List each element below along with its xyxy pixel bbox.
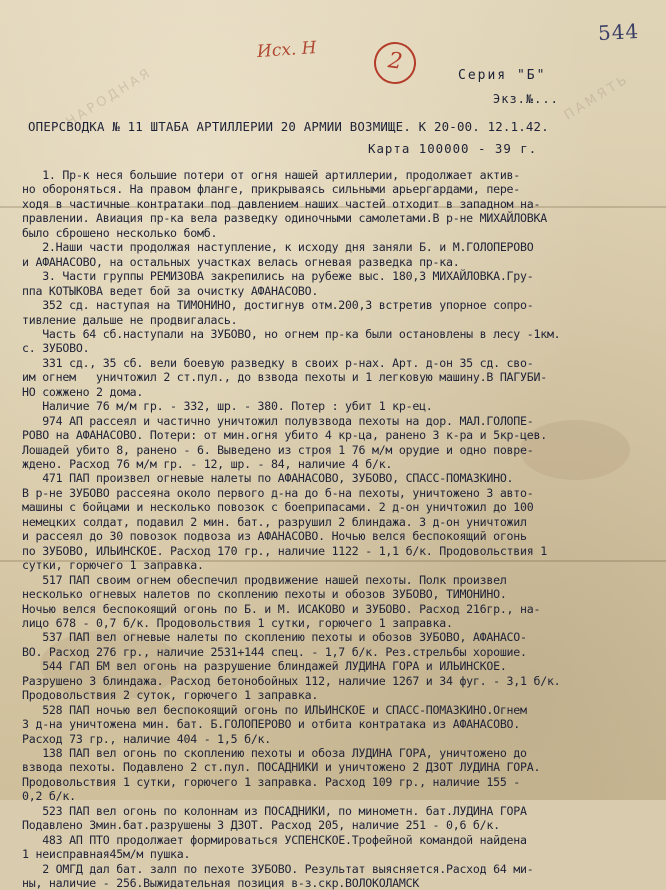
- report-line: Продовольствия 1 сутки, горючего 1 заправка. Расход 109 гр., наличие 155 -: [22, 774, 521, 789]
- report-line: РОВО на АФАНАСОВО. Потери: от мин.огня убито 4 кр-ца, ранено 3 к-ра и 5кр-цев.: [22, 428, 547, 443]
- report-line: по ЗУБОВО, ИЛЬИНСКОЕ. Расход 170 гр., наличие 1122 - 1,1 б/к. Продовольствия 1: [22, 543, 547, 558]
- report-line: В р-не ЗУБОВО рассеяна около первого д-на до б-на пехоты, уничтожено 3 авто-: [22, 485, 534, 500]
- report-line: несколько огневых налетов по скоплению пехоты и обозов ЗУБОВО, ТИМОНИНО.: [22, 587, 507, 602]
- report-line: ждено. Расход 76 м/м гр. - 12, шр. - 84, наличие 4 б/к.: [22, 457, 393, 471]
- report-line: Подавлено 3мин.бат.разрушены 3 ДЗОТ. Расход 205, наличие 251 - 0,6 б/к.: [22, 818, 500, 833]
- report-line: правлении. Авиация пр-ка вела разведку одиночными самолетами.В р-не МИХАЙЛОВКА: [22, 211, 547, 226]
- report-line: было сброшено несколько бомб.: [22, 225, 218, 240]
- report-line: сутки, горючего 1 заправка.: [22, 558, 204, 573]
- report-line: ны, наличие - 256.Выжидательная позиция в-з.скр.ВОЛОКОЛАМСК: [22, 876, 420, 890]
- report-line: ВО. Расход 276 гр., наличие 2531+144 спец. - 1,7 б/к. Рез.стрельбы хорошие.: [22, 644, 527, 659]
- report-line: 0,2 б/к.: [22, 789, 76, 804]
- report-line: Разрушено 3 блиндажа. Расход бетонобойных 112, наличие 1267 и 34 фуг. - 3,1 б/к.: [22, 673, 561, 688]
- report-line: 138 ПАП вел огонь по скоплению пехоты и обоза ЛУДИНА ГОРА, уничтожено до: [22, 746, 527, 760]
- report-line: и рассеял до 30 повозок подвоза из АФАНАСОВО. Ночью велся беспокоящий огонь: [22, 529, 527, 544]
- report-line: тивление дальше не продвигалась.: [22, 312, 238, 327]
- report-line: 483 АП ПТО продолжает формироваться УСПЕНСКОЕ.Трофейной командой найдена: [22, 832, 527, 847]
- report-line: 1. Пр-к неся большие потери от огня нашей артиллерии, продолжает актив-: [22, 168, 521, 182]
- report-line: 3. Части группы РЕМИЗОВА закрепились на рубеже выс. 180,3 МИХАЙЛОВКА.Гру-: [22, 269, 534, 284]
- report-line: 2 ОМГД дал бат. залп по пехоте ЗУБОВО. Результат выясняется.Расход 64 ми-: [22, 861, 534, 876]
- report-line: взвода пехоты. Подавлено 2 ст.пул. ПОСАДНИКИ и уничтожено 2 ДЗОТ ЛУДИНА ГОРА.: [22, 760, 541, 775]
- report-line: 331 сд., 35 сб. вели боевую разведку в своих р-нах. Арт. д-он 35 сд. сво-: [22, 355, 534, 370]
- report-line: Лошадей убито 8, ранено - 6. Выведено из строя 1 76 м/м орудие и одно повре-: [22, 442, 534, 457]
- report-line: Ночью велся беспокоящий огонь по Б. и М. ИСАКОВО и ЗУБОВО. Расход 216гр., на-: [22, 601, 541, 616]
- report-line: 544 ГАП БМ вел огонь на разрушение блиндажей ЛУДИНА ГОРА и ИЛЬИНСКОЕ.: [22, 659, 507, 674]
- report-line: с. ЗУБОВО.: [22, 341, 90, 356]
- report-line: Часть 64 сб.наступали на ЗУБОВО, но огнем пр-ка были остановлены в лесу -1км.: [22, 326, 561, 341]
- report-line: ходя в частичные контратаки под давлением наших частей отходит в западном на-: [22, 196, 541, 211]
- map-reference: Карта 100000 - 39 г.: [368, 141, 538, 156]
- report-line: 2.Наши части продолжая наступление, к исходу дня заняли Б. и М.ГОЛОПЕРОВО: [22, 240, 534, 255]
- copy-label: Экз.№...: [493, 92, 559, 106]
- report-line: Наличие 76 м/м гр. - 332, шр. - 380. Потер : убит 1 кр-ец.: [22, 399, 433, 414]
- report-line: ппа КОТЫКОВА ведет бой за очистку АФАНАСОВО.: [22, 283, 319, 298]
- report-line: машины с бойцами и несколько повозок с боеприпасами. 2 д-он уничтожил до 100: [22, 500, 534, 515]
- report-line: и АФАНАСОВО, на остальных участках велась огневая разведка пр-ка.: [22, 254, 460, 269]
- handwritten-page-number: 544: [597, 18, 640, 46]
- report-line: 471 ПАП произвел огневые налеты по АФАНАСОВО, ЗУБОВО, СПАСС-ПОМАЗКИНО.: [22, 471, 514, 486]
- report-line: Расход 73 гр., наличие 404 - 1,5 б/к.: [22, 731, 272, 746]
- handwritten-reference: Исх. Н: [256, 37, 318, 63]
- report-line: НО сожжено 2 дома.: [22, 384, 144, 399]
- report-line: 352 сд. наступая на ТИМОНИНО, достигнув отм.200,3 встретив упорное сопро-: [22, 298, 534, 313]
- series-label: Серия "Б": [458, 68, 547, 83]
- report-line: 528 ПАП ночью вел беспокоящий огонь по ИЛЬИНСКОЕ и СПАСС-ПОМАЗКИНО.Огнем: [22, 702, 527, 717]
- handwritten-circled-number: 2: [371, 39, 418, 86]
- archive-watermark: ПАМЯТЬ: [561, 71, 633, 124]
- report-line: 3 д-на уничтожена мин. бат. Б.ГОЛОПЕРОВО и отбита контратака из АФАНАСОВО.: [22, 717, 521, 732]
- archive-watermark: НАРОДНАЯ: [63, 65, 156, 130]
- report-line: лицо 678 - 0,7 б/к. Продовольствия 1 сутки, горючего 1 заправка.: [22, 615, 453, 630]
- report-line: Продовольствия 2 суток, горючего 1 заправка.: [22, 688, 319, 703]
- report-title: ОПЕРСВОДКА № 11 ШТАБА АРТИЛЛЕРИИ 20 АРМИИ ВОЗМИЩЕ. К 20-00. 12.1.42.: [28, 119, 549, 134]
- report-line: 974 АП рассеял и частично уничтожил полувзвода пехоты на дор. МАЛ.ГОЛОПЕ-: [22, 413, 534, 428]
- report-line: 523 ПАП вел огонь по колоннам из ПОСАДНИКИ, по минометн. бат.ЛУДИНА ГОРА: [22, 803, 527, 818]
- report-line: 517 ПАП своим огнем обеспечил продвижение нашей пехоты. Полк произвел: [22, 572, 507, 587]
- report-line: 1 неисправная45м/м пушка.: [22, 847, 191, 862]
- report-line: немецких солдат, подавил 2 мин. бат., разрушил 2 блиндажа. 3 д-он уничтожил: [22, 514, 527, 529]
- report-line: но обороняться. На правом фланге, прикрываясь сильными арьергардами, пере-: [22, 182, 521, 197]
- report-line: 537 ПАП вел огневые налеты по скоплению пехоты и обозов ЗУБОВО, АФАНАСО-: [22, 630, 527, 645]
- report-line: им огнем уничтожил 2 ст.пул., до взвода пехоты и 1 легковую машину.В ПАГУБИ-: [22, 370, 547, 385]
